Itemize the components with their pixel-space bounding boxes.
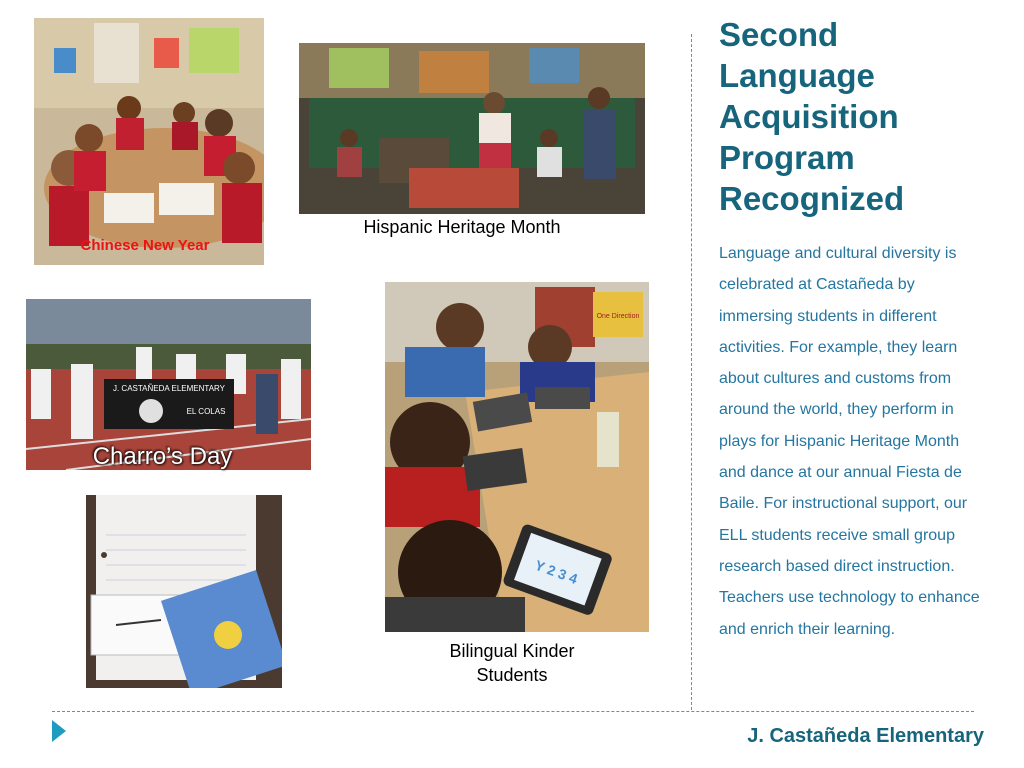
student-writing-photo [86, 495, 282, 688]
ipad-screen-text: Y 2 3 4 [532, 556, 580, 587]
bilingual-kinder-caption [420, 639, 604, 687]
hispanic-heritage-photo [299, 43, 645, 214]
footer-school-name: J. Castañeda Elementary [747, 725, 984, 747]
hispanic-heritage-caption: Hispanic Heritage Month [363, 217, 561, 237]
page-title: Second Language Acquisition Program Recognized [719, 16, 905, 217]
bilingual-kinder-caption-line2: Students [476, 665, 548, 685]
charros-day-caption: Charro’s Day [92, 443, 233, 470]
bilingual-kinder-photo [385, 282, 649, 632]
banner-school-text: J. CASTAÑEDA ELEMENTARY [112, 384, 226, 393]
body-paragraph: Language and cultural diversity is celebrated at Castañeda by immersing students in different activities. For example, they learn about cultures and customs from around the world, they perform in plays for Hispanic Heritage Month and dance at our annual Fiesta de Baile. For instructional support, our ELL students receive small group research based direct instruction. Teachers use technology to enhance and enrich their learning. [719, 245, 980, 638]
bilingual-kinder-caption-line1: Bilingual Kinder [449, 641, 575, 661]
classroom-sign-text: One Direction [596, 313, 640, 320]
chinese-new-year-photo [34, 18, 264, 265]
banner-sub-text: EL COLAS [186, 407, 226, 416]
chinese-new-year-caption: Chinese New Year [80, 237, 210, 254]
vertical-divider [691, 34, 692, 710]
play-arrow-icon [52, 720, 66, 742]
horizontal-divider [52, 711, 974, 712]
